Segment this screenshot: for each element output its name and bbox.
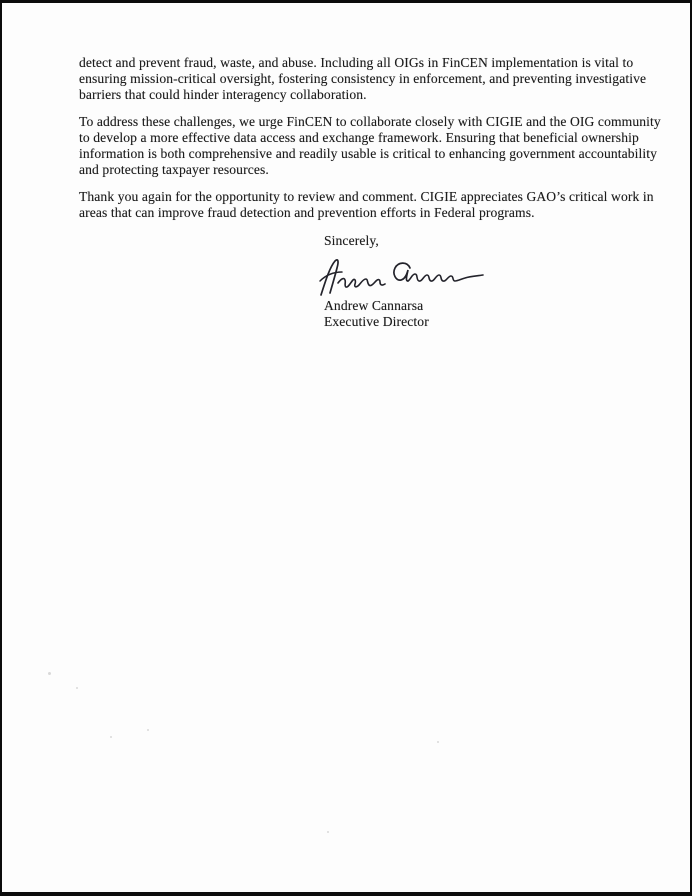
paragraph-thank-you: [79, 189, 654, 221]
scan-speckle: [76, 687, 78, 689]
scan-speckle: [437, 741, 439, 743]
scan-speckle: [110, 736, 112, 738]
closing-block: [324, 233, 624, 330]
paragraph-fincen-oig-inclusion: [79, 55, 647, 103]
signature-strokes: [318, 256, 486, 298]
signer-title: Executive Director: [324, 314, 429, 329]
letter-body: [79, 55, 661, 330]
text-line: to develop a more effective data access and exchange framework. Ensuring that beneficial ownership: [79, 130, 639, 145]
scan-speckle: [327, 831, 329, 833]
text-line: barriers that could hinder interagency collaboration.: [79, 87, 367, 102]
text-line: To address these challenges, we urge FinCEN to collaborate closely with CIGIE and the OIG community: [79, 114, 661, 129]
salutation: Sincerely,: [324, 233, 379, 248]
text-line: information is both comprehensive and readily usable is critical to enhancing government accountability: [79, 146, 658, 161]
text-line: detect and prevent fraud, waste, and abuse. Including all OIGs in FinCEN implementation is vital to: [79, 55, 634, 70]
signer-name: Andrew Cannarsa: [324, 298, 424, 313]
text-line: Thank you again for the opportunity to review and comment. CIGIE appreciates GAO’s critical work in: [79, 189, 654, 204]
scan-speckle: [48, 672, 51, 675]
scan-speckle: [147, 729, 149, 731]
text-line: and protecting taxpayer resources.: [79, 162, 269, 177]
text-line: ensuring mission-critical oversight, fostering consistency in enforcement, and preventing investigative: [79, 71, 647, 86]
paragraph-collaboration-urge: [79, 114, 661, 178]
signature-handwriting: [318, 256, 624, 298]
text-line: areas that can improve fraud detection and prevention efforts in Federal programs.: [79, 205, 535, 220]
